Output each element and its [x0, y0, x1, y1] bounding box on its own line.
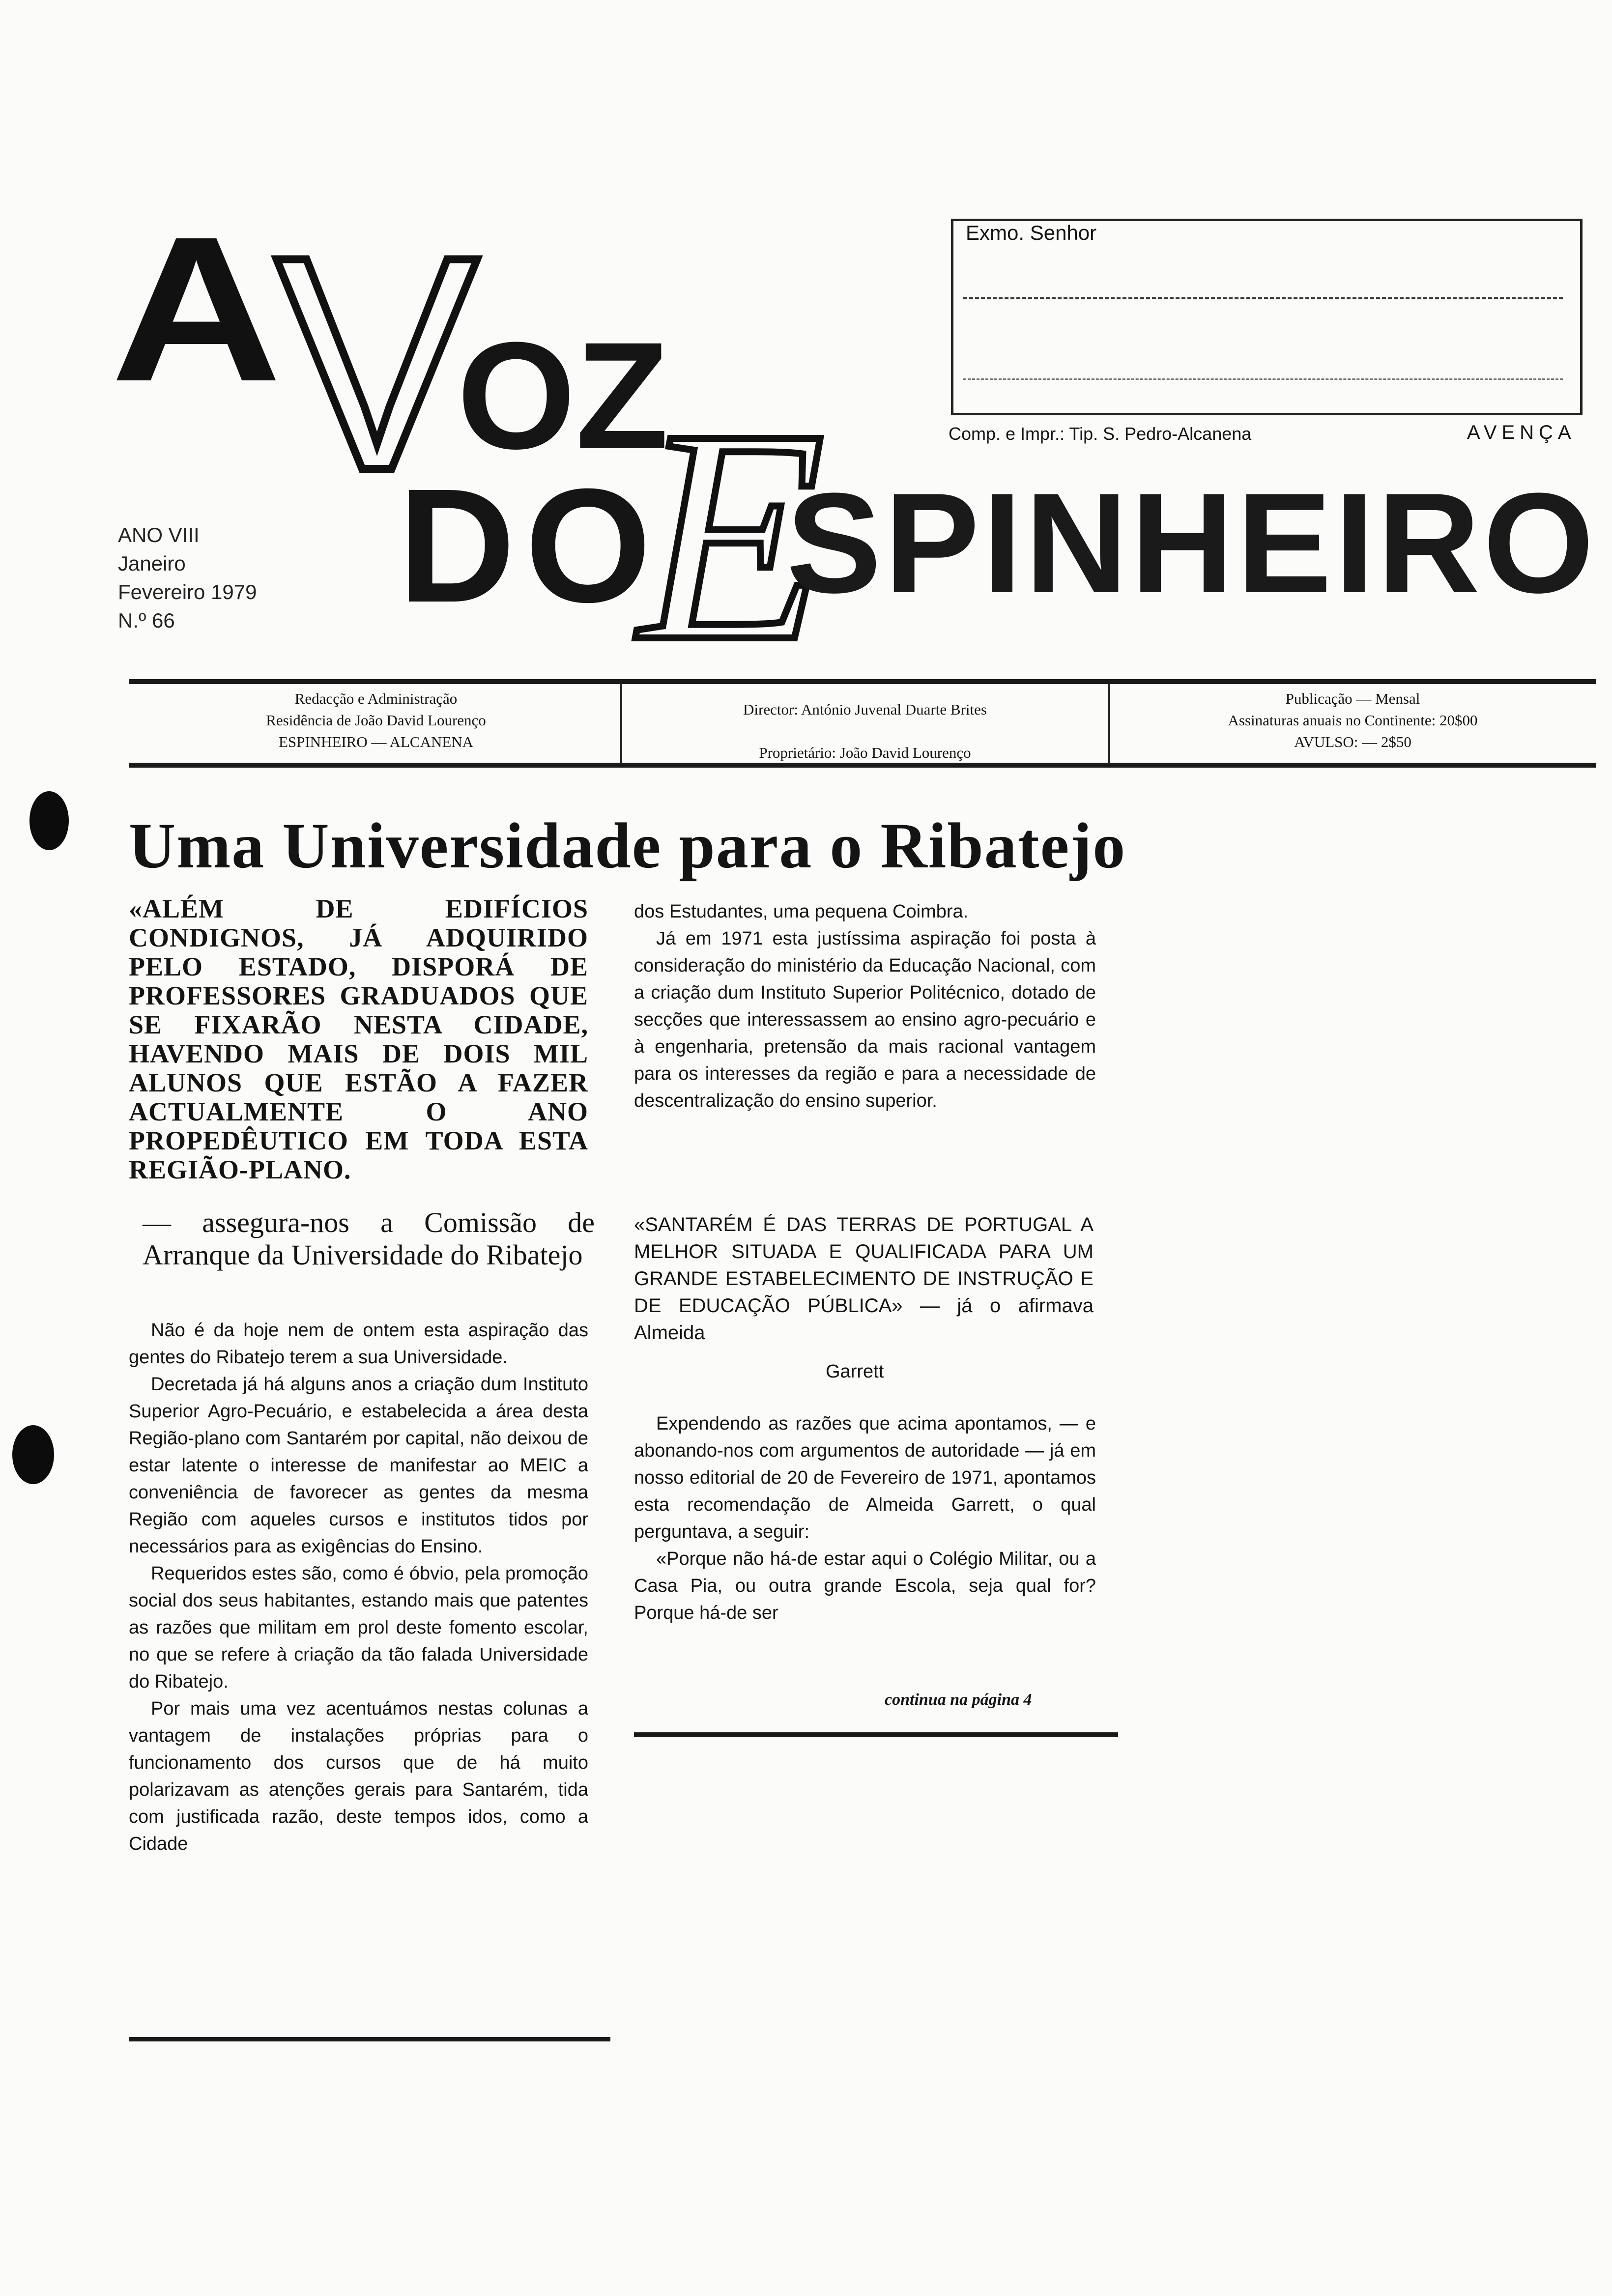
paragraph: «Porque não há-de estar aqui o Colégio Militar, ou a Casa Pia, ou outra grande Escola, seja qual for? Porque há-de ser — [634, 1549, 1096, 1623]
article-right-column-lower — [634, 1410, 1096, 1627]
paragraph: Não é da hoje nem de ontem esta aspiração das gentes do Ribatejo terem a sua Universidade. — [129, 1320, 588, 1368]
article-lead: «ALÉM DE EDIFÍCIOS CONDIGNOS, JÁ ADQUIRIDO PELO ESTADO, DISPORÁ DE PROFESSORES GRADUADOS QUE SE FIXARÃO NESTA CIDADE, HAVENDO MAIS DE DOIS MIL ALUNOS QUE ESTÃO A FAZER ACTUALMENTE O ANO PROPEDÊUTICO EM TODA ESTA REGIÃO-PLANO. — [129, 894, 588, 1184]
avenca-label: AVENÇA — [1467, 422, 1576, 443]
info-col-subscription: Publicação — Mensal Assinaturas anuais no Continente: 20$00 AVULSO: — 2$50 — [1228, 690, 1478, 750]
paragraph: Requeridos estes são, como é óbvio, pela promoção social dos seus habitantes, estando mais que patentes as razões que militam em prol deste fomento escolar, no que se refere à criação da tão falada Universidade do Ribatejo. — [129, 1563, 588, 1692]
column-end-rule — [634, 1732, 1118, 1737]
edition-year: ANO VIII — [118, 523, 200, 546]
address-line — [963, 297, 1563, 299]
printer-credit: Comp. e Impr.: Tip. S. Pedro-Alcanena — [949, 424, 1252, 444]
masthead-letter-v: V — [275, 194, 479, 534]
paragraph: Por mais uma vez acentuámos nestas colunas a vantagem de instalações próprias para o funcionamento dos cursos que de há muito polarizavam as atenções gerais para Santarém, tida com justificada razão, deste tempos idos, como a Cidade — [129, 1698, 588, 1854]
info-col-director: Director: António Juvenal Duarte Brites Proprietário: João David Lourenço — [743, 701, 987, 761]
info-divider — [620, 683, 622, 764]
masthead-letter-a: A — [111, 194, 282, 425]
paragraph: Expendendo as razões que acima apontamos, — e abonando-nos com argumentos de autoridade — já em nosso editorial de 20 de Fevereiro de 1971, apontamos esta recomendação de Almeida Garrett, o qual perguntava, a seguir: — [634, 1413, 1096, 1542]
article-headline: Uma Universidade para o Ribatejo — [129, 809, 1126, 882]
address-label: Exmo. Senhor — [966, 221, 1097, 244]
masthead-word-oz: OZ — [457, 310, 669, 481]
info-divider — [1108, 683, 1110, 764]
article-left-column — [129, 1317, 588, 1858]
masthead-letter-e: E — [639, 367, 825, 704]
punch-hole-mark — [29, 791, 69, 850]
masthead-word-spinheiro: SPINHEIRO — [786, 463, 1597, 623]
punch-hole-mark — [12, 1425, 54, 1484]
edition-info — [118, 521, 257, 635]
masthead-word-do: DO — [398, 455, 661, 636]
address-line-2 — [963, 378, 1563, 380]
edition-month-1: Janeiro — [118, 552, 186, 575]
edition-month-2: Fevereiro 1979 — [118, 580, 257, 603]
article-lead-attribution: — assegura-nos a Comissão de Arranque da Universidade do Ribatejo — [143, 1206, 595, 1271]
edition-number: N.º 66 — [118, 609, 175, 632]
garrett-quote-attribution: Garrett — [826, 1361, 884, 1382]
garrett-quote: «SANTARÉM É DAS TERRAS DE PORTUGAL A MELHOR SITUADA E QUALIFICADA PARA UM GRANDE ESTABELECIMENTO DE INSTRUÇÃO E DE EDUCAÇÃO PÚBLICA» — já o afirmava Almeida — [634, 1214, 1094, 1344]
info-col-administration: Redacção e Administração Residência de João David Lourenço ESPINHEIRO — ALCANENA — [266, 690, 486, 750]
paragraph: Decretada já há alguns anos a criação dum Instituto Superior Agro-Pecuário, e estabelecida a área desta Região-plano com Santarém por capital, não deixou de estar latente o interesse de manifestar ao MEIC a conveniência de favorecer as gentes da mesma Região com aqueles cursos e institutos tidos por necessários para as exigências do Ensino. — [129, 1374, 588, 1557]
paragraph-continuation: dos Estudantes, uma pequena Coimbra. — [634, 901, 969, 922]
paragraph: Já em 1971 esta justíssima aspiração foi posta à consideração do ministério da Educação Nacional, com a criação dum Instituto Superior Politécnico, dotado de secções que interessassem ao ensino agro-pecuário e à engenharia, pretensão da mais racional vantagem para os interesses da região e para a necessidade de descentralização do ensino superior. — [634, 928, 1096, 1111]
column-end-rule — [129, 2037, 610, 2041]
article-right-column — [634, 898, 1096, 1115]
continued-on-page-link[interactable]: continua na página 4 — [885, 1691, 1032, 1709]
address-box — [951, 219, 1583, 415]
